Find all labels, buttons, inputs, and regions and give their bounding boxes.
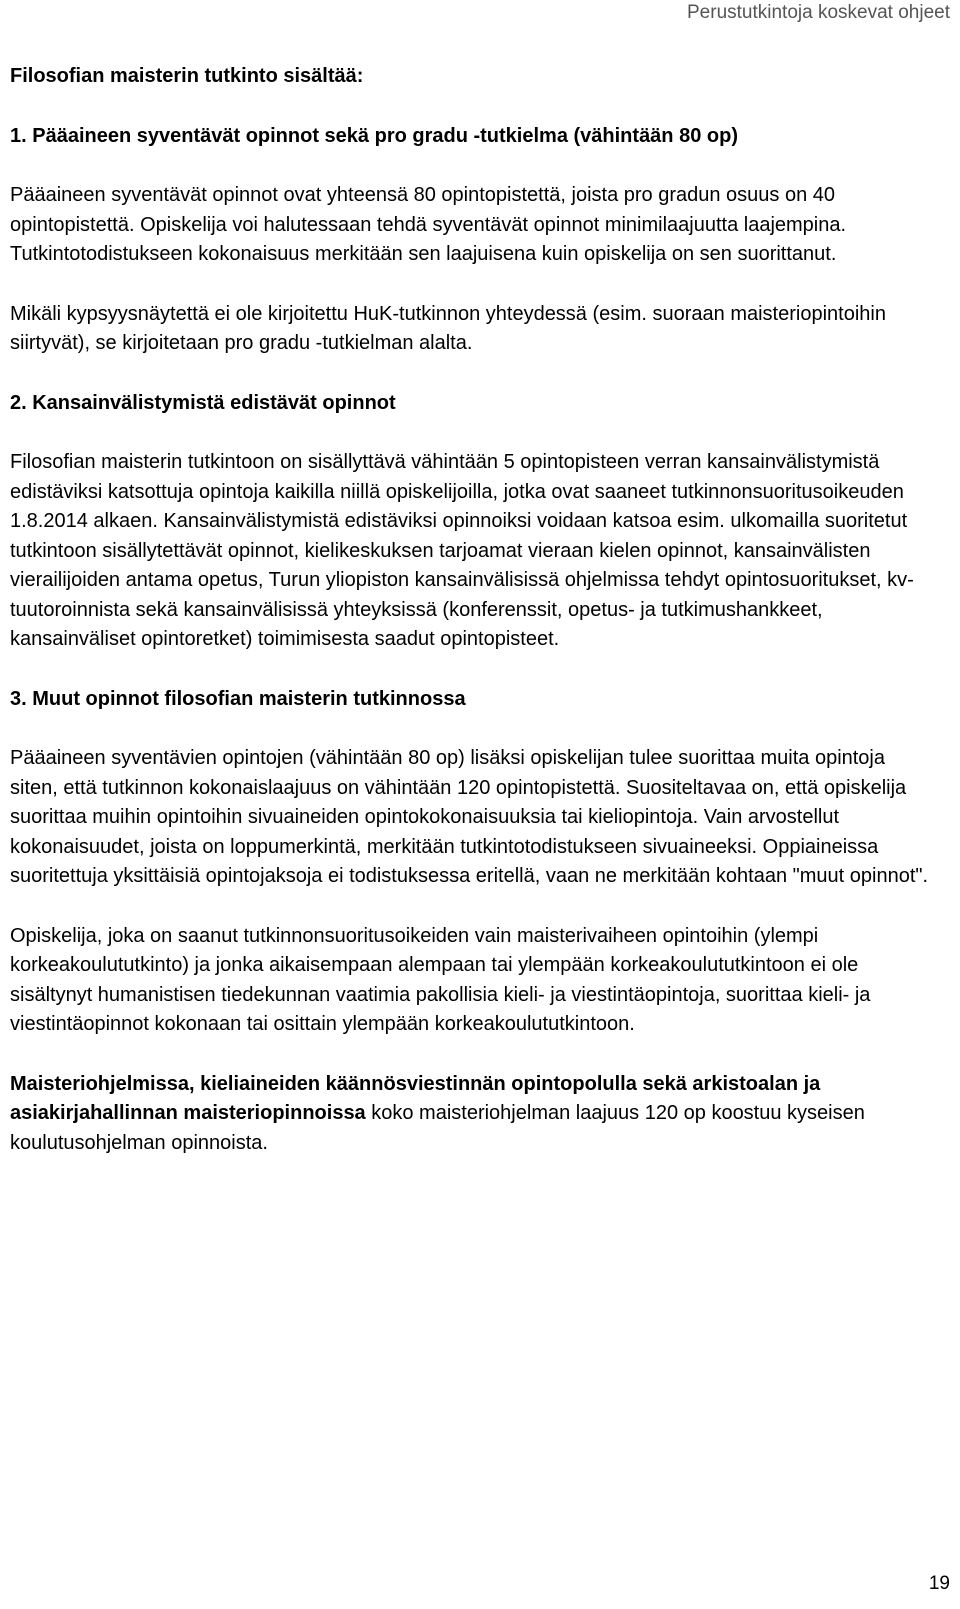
section-1-paragraph-1: Pääaineen syventävät opinnot ovat yhteensä 80 opintopistettä, joista pro gradun osuus on 40 opintopistettä. Opiskelija voi halutessaan tehdä syventävät opinnot minimilaajuutta laajempina. Tutkintotodistukseen kokonaisuus merkitään sen laajuisena kuin opiskelija on sen suorittanut. xyxy=(10,184,847,265)
section-3-paragraph-3-bold: Maisteriohjelmissa, kieliaineiden käännösviestinnän opintopolulla sekä arkistoalan ja asiakirjahallinnan maisteriopinnoissa xyxy=(10,1072,821,1124)
section-2-heading: 2. Kansainvälistymistä edistävät opinnot xyxy=(10,391,396,414)
section-3-paragraph-3 xyxy=(10,1070,930,1159)
document-body xyxy=(10,62,930,1188)
document-title: Filosofian maisterin tutkinto sisältää: xyxy=(10,65,364,87)
section-3-paragraph-3-rest: koko maisteriohjelman laajuus 120 op koostuu kyseisen koulutusohjelman opinnoista. xyxy=(10,1102,865,1154)
section-3-paragraph-2: Opiskelija, joka on saanut tutkinnonsuoritusoikeiden vain maisterivaiheen opintoihin (ylempi korkeakoulututkinto) ja jonka aikaisempaan alempaan tai ylempään korkeakoulututkintoon ei ole sisältynyt humanistisen tiedekunnan vaatimia pakollisia kieli- ja viestintäopintoja, suorittaa kieli- ja viestintäopinnot kokonaan tai osittain ylempään korkeakoulututkintoon. xyxy=(10,924,871,1035)
section-3-heading: 3. Muut opinnot filosofian maisterin tutkinnossa xyxy=(10,687,466,710)
page-number: 19 xyxy=(928,1573,950,1594)
section-1-paragraph-2: Mikäli kypsyysnäytettä ei ole kirjoitettu HuK-tutkinnon yhteydessä (esim. suoraan maisteriopintoihin siirtyvät), se kirjoitetaan pro gradu -tutkielman alalta. xyxy=(10,302,886,354)
section-1-heading: 1. Pääaineen syventävät opinnot sekä pro gradu -tutkielma (vähintään 80 op) xyxy=(10,124,738,147)
running-header: Perustutkintoja koskevat ohjeet xyxy=(687,2,950,23)
section-2-paragraph-1: Filosofian maisterin tutkintoon on sisällyttävä vähintään 5 opintopisteen verran kansainvälistymistä edistäviksi katsottuja opintoja kaikilla niillä opiskelijoilla, jotka ovat saaneet tutkinnonsuoritusoikeuden 1.8.2014 alkaen. Kansainvälistymistä edistäviksi opinnoiksi voidaan katsoa esim. ulkomailla suoritetut tutkintoon sisällytettävät opinnot, kielikeskuksen tarjoamat vieraan kielen opinnot, kansainvälisten vierailijoiden antama opetus, Turun yliopiston kansainvälisissä ohjelmissa tehdyt opintosuoritukset, kv-tuutoroinnista sekä kansainvälisissä yhteyksissä (konferenssit, opetus- ja tutkimushankkeet, kansainväliset opintoretket) toimimisesta saadut opintopisteet. xyxy=(10,451,914,650)
section-3-paragraph-1: Pääaineen syventävien opintojen (vähintään 80 op) lisäksi opiskelijan tulee suorittaa muita opintoja siten, että tutkinnon kokonaislaajuus on vähintään 120 opintopistettä. Suositeltavaa on, että opiskelija suorittaa muihin opintoihin sivuaineiden opintokokonaisuuksia tai kieliopintoja. Vain arvostellut kokonaisuudet, joista on loppumerkintä, merkitään tutkintotodistukseen sivuaineeksi. Oppiaineissa suoritettuja yksittäisiä opintojaksoja ei todistuksessa eritellä, vaan ne merkitään kohtaan "muut opinnot". xyxy=(10,747,929,887)
